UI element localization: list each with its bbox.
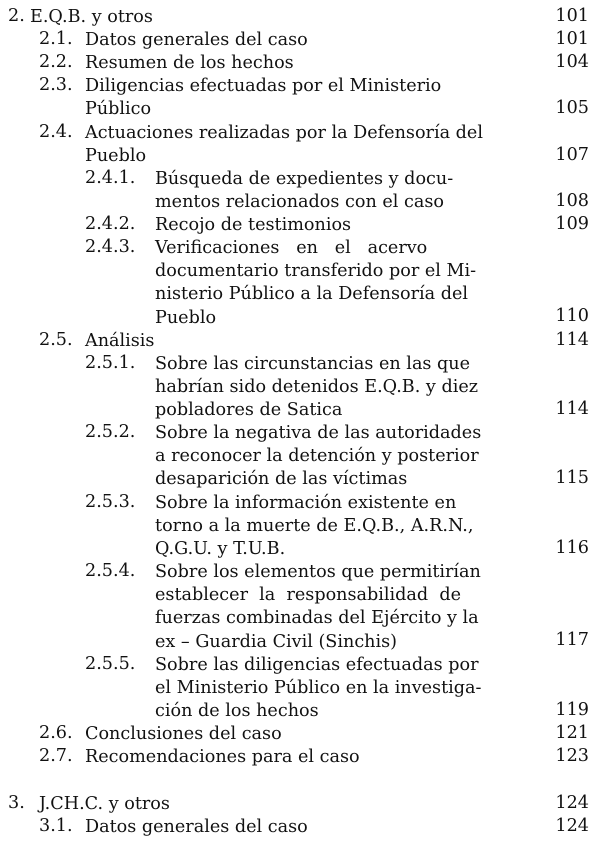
toc-entry-page: 101: [555, 29, 589, 49]
toc-entry: [85, 422, 589, 492]
toc-entry-title-line: Actuaciones realizadas por la Defensoría del: [85, 123, 483, 143]
toc-entry: [85, 654, 589, 724]
toc-entry-title-line: Sobre las circunstancias en las que: [155, 354, 471, 374]
toc-entry: [39, 122, 589, 168]
toc-entry: [39, 75, 589, 121]
toc-entry-page: 104: [555, 52, 589, 72]
toc-entry-number: 2.4.2.: [85, 214, 136, 234]
toc-entry-title-line: mentos relacionados con el caso: [155, 192, 444, 213]
toc-entry-title-line: habrían sido detenidos E.Q.B. y diez: [155, 377, 479, 398]
toc-entry-title-line: Sobre la negativa de las autoridades: [155, 423, 482, 443]
toc-entry-page: 116: [555, 538, 589, 558]
toc-entry-page: 114: [555, 330, 589, 350]
toc-entry-title-line: Sobre los elementos que permitirían: [155, 562, 481, 582]
toc-entry-number: 3.1.: [39, 816, 73, 836]
toc-entry-title-line: Pueblo: [85, 146, 147, 167]
toc-entry: [8, 6, 589, 29]
toc-entry: [39, 746, 589, 769]
toc-entry-title-line: documentario transferido por el Mi-: [155, 261, 477, 282]
toc-entry-title: Recomendaciones para el caso: [85, 747, 360, 767]
toc-entry-title-line: a reconocer la detención y posterior: [155, 446, 479, 467]
toc-entry-title-line: Sobre las diligencias efectuadas por: [155, 655, 479, 675]
toc-entry-title: Conclusiones del caso: [85, 724, 282, 744]
toc-entry-number: 2.: [8, 6, 25, 26]
toc-entry-number: 2.6.: [39, 723, 73, 743]
toc-entry-title-line: torno a la muerte de E.Q.B., A.R.N.,: [155, 516, 474, 537]
toc-entry-number: 2.4.: [39, 122, 73, 142]
toc-entry: [85, 561, 589, 654]
toc-entry-title-line: Verificaciones en el acervo: [155, 238, 428, 258]
toc-entry-number: 2.5.: [39, 330, 73, 350]
toc-entry-title: Análisis: [85, 331, 155, 351]
toc-entry-title-line: el Ministerio Público en la investiga-: [155, 678, 482, 699]
toc-entry-title-line: Sobre la información existente en: [155, 493, 457, 513]
toc-entry-title-line: Diligencias efectuadas por el Ministerio: [85, 76, 442, 96]
toc-entry-title: Resumen de los hechos: [85, 53, 294, 73]
toc-entry-number: 2.5.5.: [85, 654, 136, 674]
toc-entry-title-line: Pueblo: [155, 307, 217, 328]
toc-entry-page: 110: [555, 306, 589, 326]
toc-entry-title-line: Público: [85, 99, 152, 120]
toc-entry-title-line: nisterio Público a la Defensoría del: [155, 284, 469, 305]
toc-entry-page: 124: [555, 793, 589, 813]
toc-entry-title: J.CH.C. y otros: [39, 794, 170, 814]
toc-entry-title-line: Q.G.U. y T.U.B.: [155, 539, 286, 560]
toc-entry-number: 2.2.: [39, 52, 73, 72]
toc-entry-title-line: ex – Guardia Civil (Sinchis): [155, 631, 398, 652]
toc-entry-title-line: ción de los hechos: [155, 701, 319, 722]
toc-entry: [39, 330, 589, 353]
toc-entry-number: 2.5.4.: [85, 561, 136, 581]
toc-entry-title-line: Búsqueda de expedientes y docu-: [155, 169, 454, 189]
toc-entry-page: 107: [555, 145, 589, 165]
toc-entry: [85, 492, 589, 562]
toc-entry-number: 3.: [8, 793, 25, 813]
toc-entry-title: Datos generales del caso: [85, 30, 308, 50]
toc-entry-title: Recojo de testimonios: [155, 215, 352, 235]
toc-entry: [85, 353, 589, 423]
toc-entry-title: E.Q.B. y otros: [30, 7, 153, 27]
toc-entry-page: 121: [555, 723, 589, 743]
toc-entry-page: 109: [555, 214, 589, 234]
toc-entry-number: 2.4.3.: [85, 237, 136, 257]
toc-entry-title-line: pobladores de Satica: [155, 400, 343, 421]
toc-entry-page: 114: [555, 399, 589, 419]
toc-entry-title-line: establecer la responsabilidad de: [155, 585, 462, 606]
toc-entry-number: 2.7.: [39, 746, 73, 766]
toc-entry-title-line: fuerzas combinadas del Ejército y la: [155, 608, 479, 629]
toc-entry-title-line: desaparición de las víctimas: [155, 469, 408, 490]
toc-entry: [85, 214, 589, 237]
toc-entry-page: 101: [555, 6, 589, 26]
toc-entry: [39, 723, 589, 746]
toc-entry-page: 105: [555, 98, 589, 118]
toc-entry-number: 2.4.1.: [85, 168, 136, 188]
toc-entry: [85, 237, 589, 330]
toc-entry-page: 115: [555, 468, 589, 488]
toc-entry: [85, 168, 589, 214]
toc-entry-page: 124: [555, 816, 589, 836]
toc-entry-number: 2.1.: [39, 29, 73, 49]
toc-entry: [39, 816, 589, 839]
toc-entry: [39, 29, 589, 52]
toc-entry-number: 2.5.2.: [85, 422, 136, 442]
toc-entry: [8, 793, 589, 816]
toc-entry-page: 117: [555, 630, 589, 650]
toc-entry-title: Datos generales del caso: [85, 817, 308, 837]
toc-entry-number: 2.3.: [39, 75, 73, 95]
toc-entry: [39, 52, 589, 75]
toc-entry-page: 119: [555, 700, 589, 720]
toc-entry-number: 2.5.1.: [85, 353, 136, 373]
toc-entry-number: 2.5.3.: [85, 492, 136, 512]
toc-entry-page: 123: [555, 746, 589, 766]
toc-entry-page: 108: [555, 191, 589, 211]
